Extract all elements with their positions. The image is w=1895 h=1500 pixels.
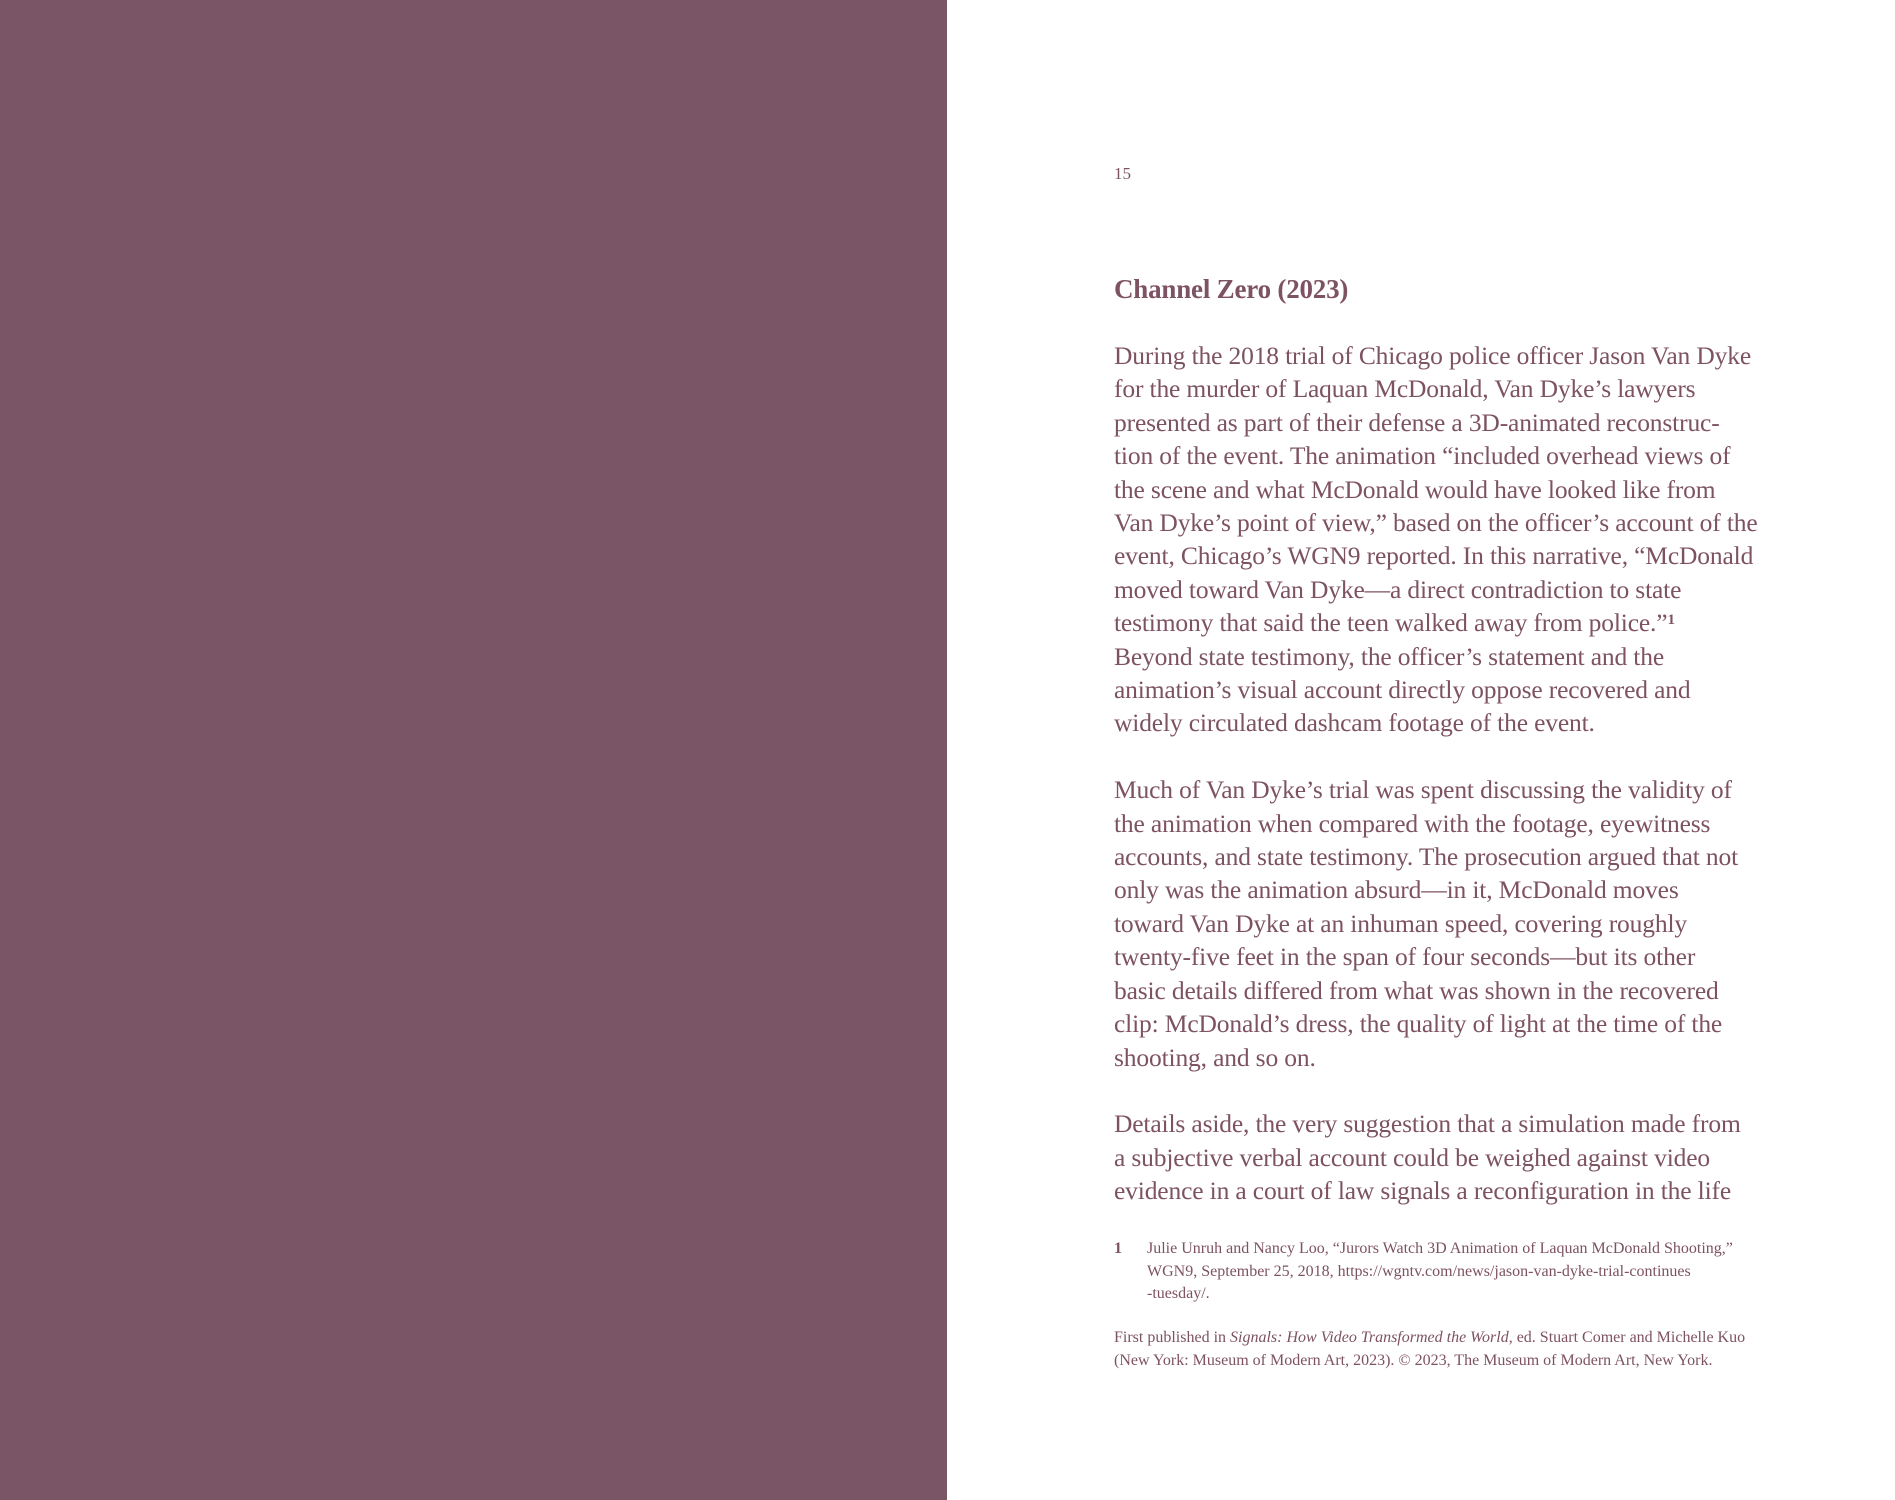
- line-text: testimony that said the teen walked away from police.”: [1114, 608, 1668, 638]
- line-text: basic details differed from what was shown in the recovered: [1114, 975, 1719, 1005]
- line-text: presented as part of their defense a 3D-animated reconstruc-: [1114, 407, 1720, 437]
- line-text: only was the animation absurd—in it, McDonald moves: [1114, 875, 1679, 905]
- text-line: [1114, 339, 1774, 372]
- text-line: [1114, 1141, 1774, 1174]
- footnote-text: [1147, 1238, 1774, 1306]
- line-text: animation’s visual account directly oppose recovered and: [1114, 675, 1691, 705]
- text-line: [1114, 606, 1774, 639]
- paragraph: [1114, 1107, 1774, 1207]
- page-number: 15: [1114, 164, 1131, 183]
- text-line: [1114, 506, 1774, 539]
- text-line: [1114, 1107, 1774, 1140]
- text-line: [1114, 773, 1774, 806]
- line-text: Much of Van Dyke’s trial was spent discussing the validity of: [1114, 775, 1732, 805]
- paragraph-gap: [1114, 740, 1774, 773]
- text-page: [947, 0, 1895, 1500]
- text-line: [1114, 907, 1774, 940]
- line-text: accounts, and state testimony. The prosecution argued that not: [1114, 842, 1739, 872]
- text-line: [1114, 706, 1774, 739]
- line-text: tion of the event. The animation “included overhead views of: [1114, 441, 1731, 471]
- footnote-number: 1: [1114, 1240, 1122, 1257]
- footnote-reference[interactable]: 1: [1667, 612, 1675, 629]
- paragraph: [1114, 339, 1774, 740]
- line-text: Beyond state testimony, the officer’s statement and the: [1114, 641, 1665, 671]
- footnote-line: -tuesday/.: [1147, 1285, 1210, 1302]
- line-text: Details aside, the very suggestion that a simulation made from: [1114, 1109, 1741, 1139]
- credit-book-title: Signals: How Video Transformed the World: [1230, 1329, 1509, 1346]
- text-line: [1114, 840, 1774, 873]
- footnote-line: Julie Unruh and Nancy Loo, “Jurors Watch 3D Animation of Laquan McDonald Shooting,”: [1147, 1240, 1733, 1257]
- line-text: for the murder of Laquan McDonald, Van Dyke’s lawyers: [1114, 374, 1696, 404]
- text-line: [1114, 439, 1774, 472]
- paragraph-gap: [1114, 1074, 1774, 1107]
- line-text: evidence in a court of law signals a reconfiguration in the life: [1114, 1176, 1732, 1206]
- article-heading: Channel Zero (2023): [1114, 274, 1349, 304]
- line-text: clip: McDonald’s dress, the quality of light at the time of the: [1114, 1009, 1723, 1039]
- text-line: [1114, 573, 1774, 606]
- text-line: [1114, 673, 1774, 706]
- text-line: [1114, 1174, 1774, 1207]
- text-line: [1114, 974, 1774, 1007]
- footnote-line: WGN9, September 25, 2018, https://wgntv.com/news/jason-van-dyke-trial-continues: [1147, 1262, 1691, 1280]
- text-line: [1114, 372, 1774, 405]
- line-text: event, Chicago’s WGN9 reported. In this narrative, “McDonald: [1114, 541, 1754, 571]
- text-line: [1114, 1041, 1774, 1074]
- line-text: widely circulated dashcam footage of the event.: [1114, 708, 1595, 738]
- line-text: the animation when compared with the footage, eyewitness: [1114, 808, 1711, 838]
- line-text: a subjective verbal account could be weighed against video: [1114, 1142, 1710, 1172]
- line-text: shooting, and so on.: [1114, 1042, 1316, 1072]
- article-body: [1114, 339, 1774, 1208]
- credit-line: [1114, 1327, 1794, 1350]
- credit-editors: , ed. Stuart Comer and Michelle Kuo: [1508, 1329, 1746, 1346]
- credit-line: (New York: Museum of Modern Art, 2023). © 2023, The Museum of Modern Art, New York.: [1114, 1351, 1713, 1369]
- text-line: [1114, 807, 1774, 840]
- text-line: [1114, 873, 1774, 906]
- text-line: [1114, 940, 1774, 973]
- text-line: [1114, 640, 1774, 673]
- text-line: [1114, 1007, 1774, 1040]
- publication-credit: [1114, 1327, 1794, 1372]
- paragraph: [1114, 773, 1774, 1074]
- line-text: During the 2018 trial of Chicago police officer Jason Van Dyke: [1114, 341, 1752, 370]
- line-text: moved toward Van Dyke—a direct contradiction to state: [1114, 574, 1682, 604]
- text-line: [1114, 406, 1774, 439]
- line-text: the scene and what McDonald would have looked like from: [1114, 474, 1716, 504]
- line-text: toward Van Dyke at an inhuman speed, covering roughly: [1114, 908, 1687, 938]
- line-text: Van Dyke’s point of view,” based on the officer’s account of the: [1114, 508, 1758, 538]
- line-text: twenty-five feet in the span of four seconds—but its other: [1114, 942, 1696, 972]
- credit-prefix: First published in: [1114, 1329, 1231, 1346]
- text-line: [1114, 539, 1774, 572]
- text-line: [1114, 473, 1774, 506]
- left-color-panel: [0, 0, 947, 1500]
